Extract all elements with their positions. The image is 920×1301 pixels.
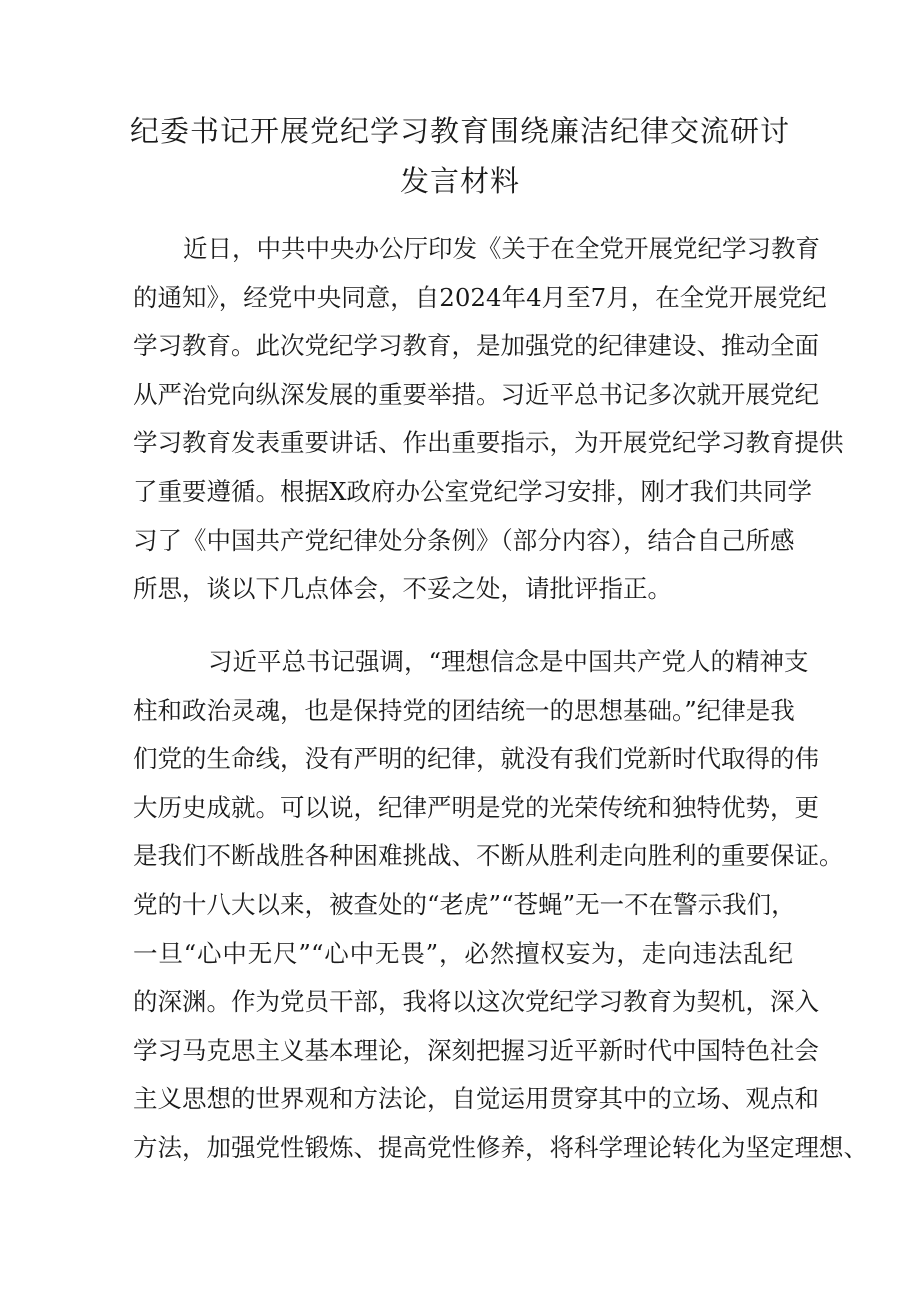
paragraph-line: 学习教育。此次党纪学习教育，是加强党的纪律建设、推动全面 [133,331,819,361]
paragraph-line: 了重要遵循。根据X政府办公室党纪学习安排，刚才我们共同学 [133,476,812,506]
paragraph-line: 大历史成就。可以说，纪律严明是党的光荣传统和独特优势，更 [133,792,819,822]
paragraph-line: 学习马克思主义基本理论，深刻把握习近平新时代中国特色社会 [133,1035,819,1065]
paragraph-line: 柱和政治灵魂，也是保持党的团结统一的思想基础。”纪律是我 [133,695,795,725]
paragraph-line: 方法，加强党性锻炼、提高党性修养，将科学理论转化为坚定理想、 [133,1132,868,1162]
paragraph-line: 习了《中国共产党纪律处分条例》（部分内容），结合自己所感 [133,525,795,555]
body-paragraph-1 [133,225,844,614]
document-title-line-1: 纪委书记开展党纪学习教育围绕廉洁纪律交流研讨 [129,114,790,148]
paragraph-line: 近日，中共中央办公厅印发《关于在全党开展党纪学习教育 [183,234,820,263]
paragraph-line: 主义思想的世界观和方法论，自觉运用贯穿其中的立场、观点和 [133,1084,819,1114]
paragraph-line: 是我们不断战胜各种困难挑战、不断从胜利走向胜利的重要保证。 [133,841,844,871]
paragraph-line: 一旦“心中无尺”“心中无畏”，必然擅权妄为，走向违法乱纪 [133,938,793,968]
paragraph-line: 的通知》，经党中央同意，自2024年4月至7月，在全党开展党纪 [133,282,827,312]
paragraph-line: 党的十八大以来，被查处的“老虎”“苍蝇”无一不在警示我们， [133,889,796,919]
paragraph-line: 所思，谈以下几点体会，不妥之处，请批评指正。 [133,574,672,604]
body-paragraph-2 [133,638,868,1173]
paragraph-line: 的深渊。作为党员干部，我将以这次党纪学习教育为契机，深入 [133,987,819,1017]
paragraph-line: 从严治党向纵深发展的重要举措。习近平总书记多次就开展党纪 [133,379,819,409]
paragraph-line: 习近平总书记强调，“理想信念是中国共产党人的精神支 [208,647,809,676]
paragraph-line: 学习教育发表重要讲话、作出重要指示，为开展党纪学习教育提供 [133,428,844,458]
paragraph-line: 们党的生命线，没有严明的纪律，就没有我们党新时代取得的伟 [133,744,819,774]
document-title-line-2: 发言材料 [399,164,520,198]
